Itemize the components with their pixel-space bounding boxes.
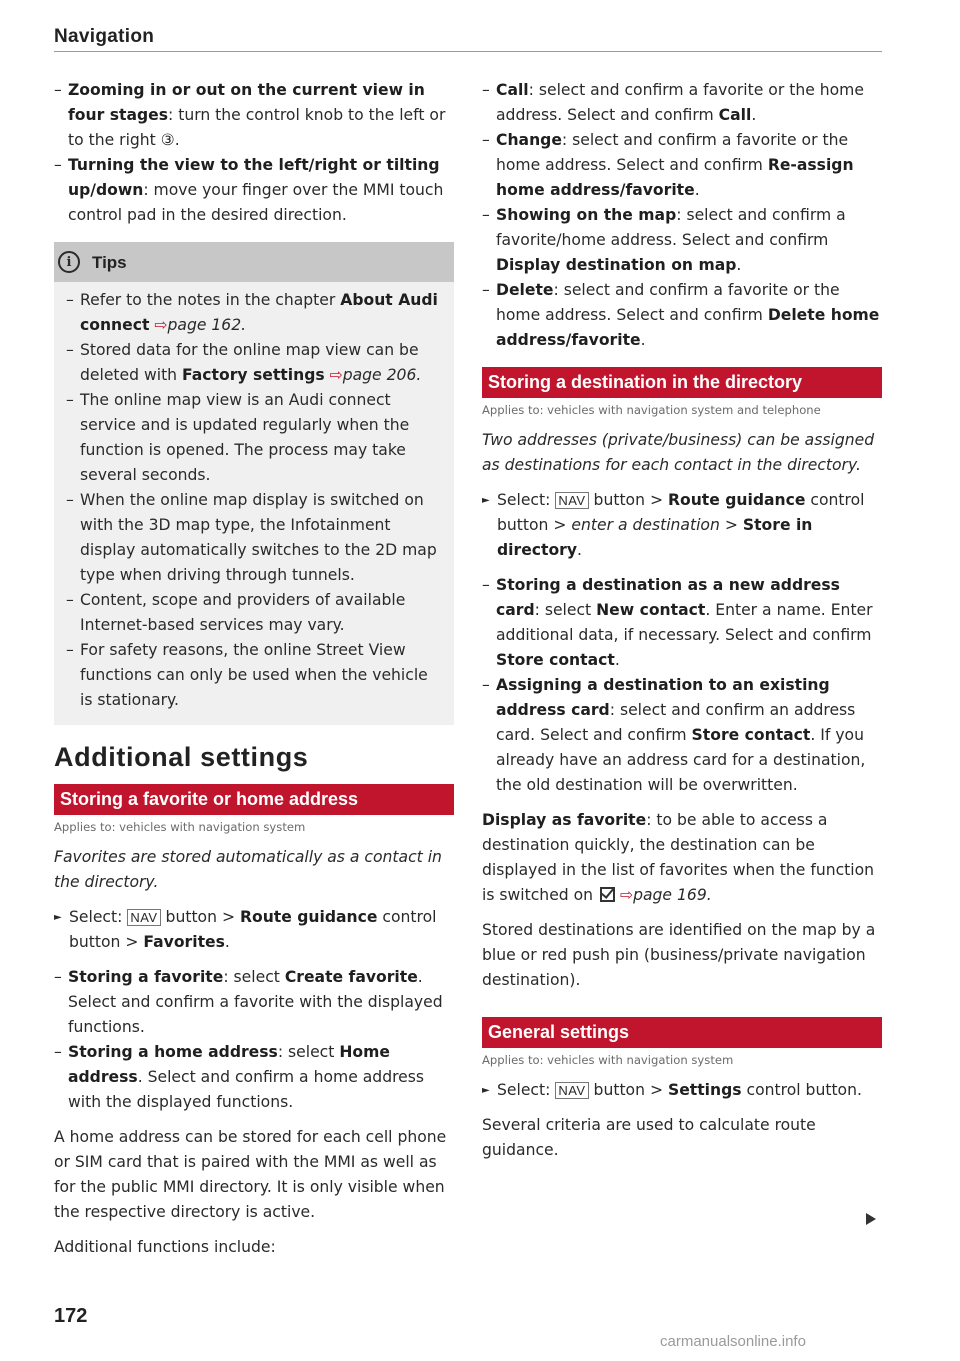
page-link[interactable]: page 206. <box>342 366 422 384</box>
list-item: – Change: select and confirm a favorite or the home address. Select and confirm Re-assign home address/favorite. <box>482 131 854 199</box>
applies-to: Applies to: vehicles with navigation system <box>54 820 306 834</box>
tip-item: – When the online map display is switched on with the 3D map type, the Infotainment display automatically switches to the 2D map type when driving through tunnels. <box>66 491 437 584</box>
tip-item: – Content, scope and providers of available Internet-based services may vary. <box>66 591 406 634</box>
step-bullet: ► Select: NAV button > Settings control button. <box>482 1078 882 1103</box>
tips-box <box>54 242 454 725</box>
info-icon: i <box>58 251 80 273</box>
tip-item: – Refer to the notes in the chapter About Audi connect ⇨page 162. <box>66 291 438 334</box>
zoom-label: Zooming in or out on the current view in four stages <box>68 81 425 124</box>
intro-text: Favorites are stored automatically as a contact in the directory. <box>54 848 442 891</box>
arrow-right-icon: ⇨ <box>154 316 168 334</box>
page-header <box>54 26 882 48</box>
list-item: – Call: select and confirm a favorite or the home address. Select and confirm Call. <box>482 81 864 124</box>
paragraph: Display as favorite: to be able to access a destination quickly, the destination can be displayed in the list of favorites when the function is switched on ⇨page 169. <box>482 811 875 904</box>
applies-to: Applies to: vehicles with navigation system <box>482 1053 734 1067</box>
page-link[interactable]: page 169. <box>633 886 712 904</box>
nav-key: NAV <box>555 492 588 509</box>
triangle-bullet-icon: ► <box>54 912 62 923</box>
intro-text: Two addresses (private/business) can be assigned as destinations for each contact in the directory. <box>482 431 875 474</box>
list-item: – Turning the view to the left/right or tilting up/down: move your finger over the MMI touch control pad in the desired direction. <box>54 156 444 224</box>
paragraph: A home address can be stored for each cell phone or SIM card that is paired with the MMI as well as for the public MMI directory. It is only visible when the respective directory is active. <box>54 1128 447 1221</box>
list-item: – Assigning a destination to an existing address card: select and confirm an address card. Select and confirm Store contact. If you already have an address card for a destination, the old destination will be overwritten. <box>482 676 866 794</box>
page-number: 172 <box>54 1305 88 1327</box>
paragraph: Stored destinations are identified on the map by a blue or red push pin (business/private navigation destination). <box>482 921 876 989</box>
paragraph: Several criteria are used to calculate route guidance. <box>482 1116 816 1159</box>
list-item: – Showing on the map: select and confirm a favorite/home address. Select and confirm Display destination on map. <box>482 206 846 274</box>
list-item: – Delete: select and confirm a favorite or the home address. Select and confirm Delete home address/favorite. <box>482 281 880 349</box>
section-banner: General settings <box>482 1017 882 1048</box>
tip-item: – The online map view is an Audi connect service and is updated regularly when the function is opened. The process may take several seconds. <box>66 391 410 484</box>
chapter-title: Navigation <box>54 26 155 47</box>
applies-to: Applies to: vehicles with navigation system and telephone <box>482 403 821 417</box>
step-bullet: ► Select: NAV button > Route guidance control button > Favorites. <box>54 905 454 955</box>
watermark: carmanualsonline.info <box>660 1333 806 1350</box>
step-bullet: ► Select: NAV button > Route guidance control button > enter a destination > Store in directory. <box>482 488 882 563</box>
nav-key: NAV <box>555 1082 588 1099</box>
list-item: – Storing a destination as a new address card: select New contact. Enter a name. Enter additional data, if necessary. Select and confirm Store contact. <box>482 576 873 669</box>
section-title: Additional settings <box>54 742 309 772</box>
header-rule <box>54 51 882 52</box>
tip-item: – Stored data for the online map view can be deleted with Factory settings ⇨page 206. <box>66 341 422 384</box>
page-link[interactable]: page 162. <box>167 316 247 334</box>
turn-label: Turning the view to the left/right or tilting up/down <box>68 156 440 199</box>
section-banner: Storing a destination in the directory <box>482 367 882 398</box>
list-item: – Storing a home address: select Home address. Select and confirm a home address with the displayed functions. <box>54 1043 425 1111</box>
list-item: – Zooming in or out on the current view in four stages: turn the control knob to the left or to the right ③. <box>54 81 446 149</box>
paragraph: Additional functions include: <box>54 1238 276 1256</box>
list-item: – Storing a favorite: select Create favorite. Select and confirm a favorite with the displayed functions. <box>54 968 443 1036</box>
tip-item: – For safety reasons, the online Street View functions can only be used when the vehicle is stationary. <box>66 641 428 709</box>
left-column <box>54 78 454 1260</box>
right-column <box>482 78 882 1163</box>
triangle-bullet-icon: ► <box>482 495 490 506</box>
tips-body <box>54 282 454 713</box>
arrow-right-icon: ⇨ <box>329 366 343 384</box>
tips-header <box>54 242 454 282</box>
continue-arrow-icon <box>866 1213 876 1225</box>
triangle-bullet-icon: ► <box>482 1085 490 1096</box>
nav-key: NAV <box>127 909 160 926</box>
checkbox-checked-icon <box>600 887 615 902</box>
tips-title: Tips <box>92 252 127 272</box>
section-banner: Storing a favorite or home address <box>54 784 454 815</box>
arrow-right-icon: ⇨ <box>620 886 634 904</box>
